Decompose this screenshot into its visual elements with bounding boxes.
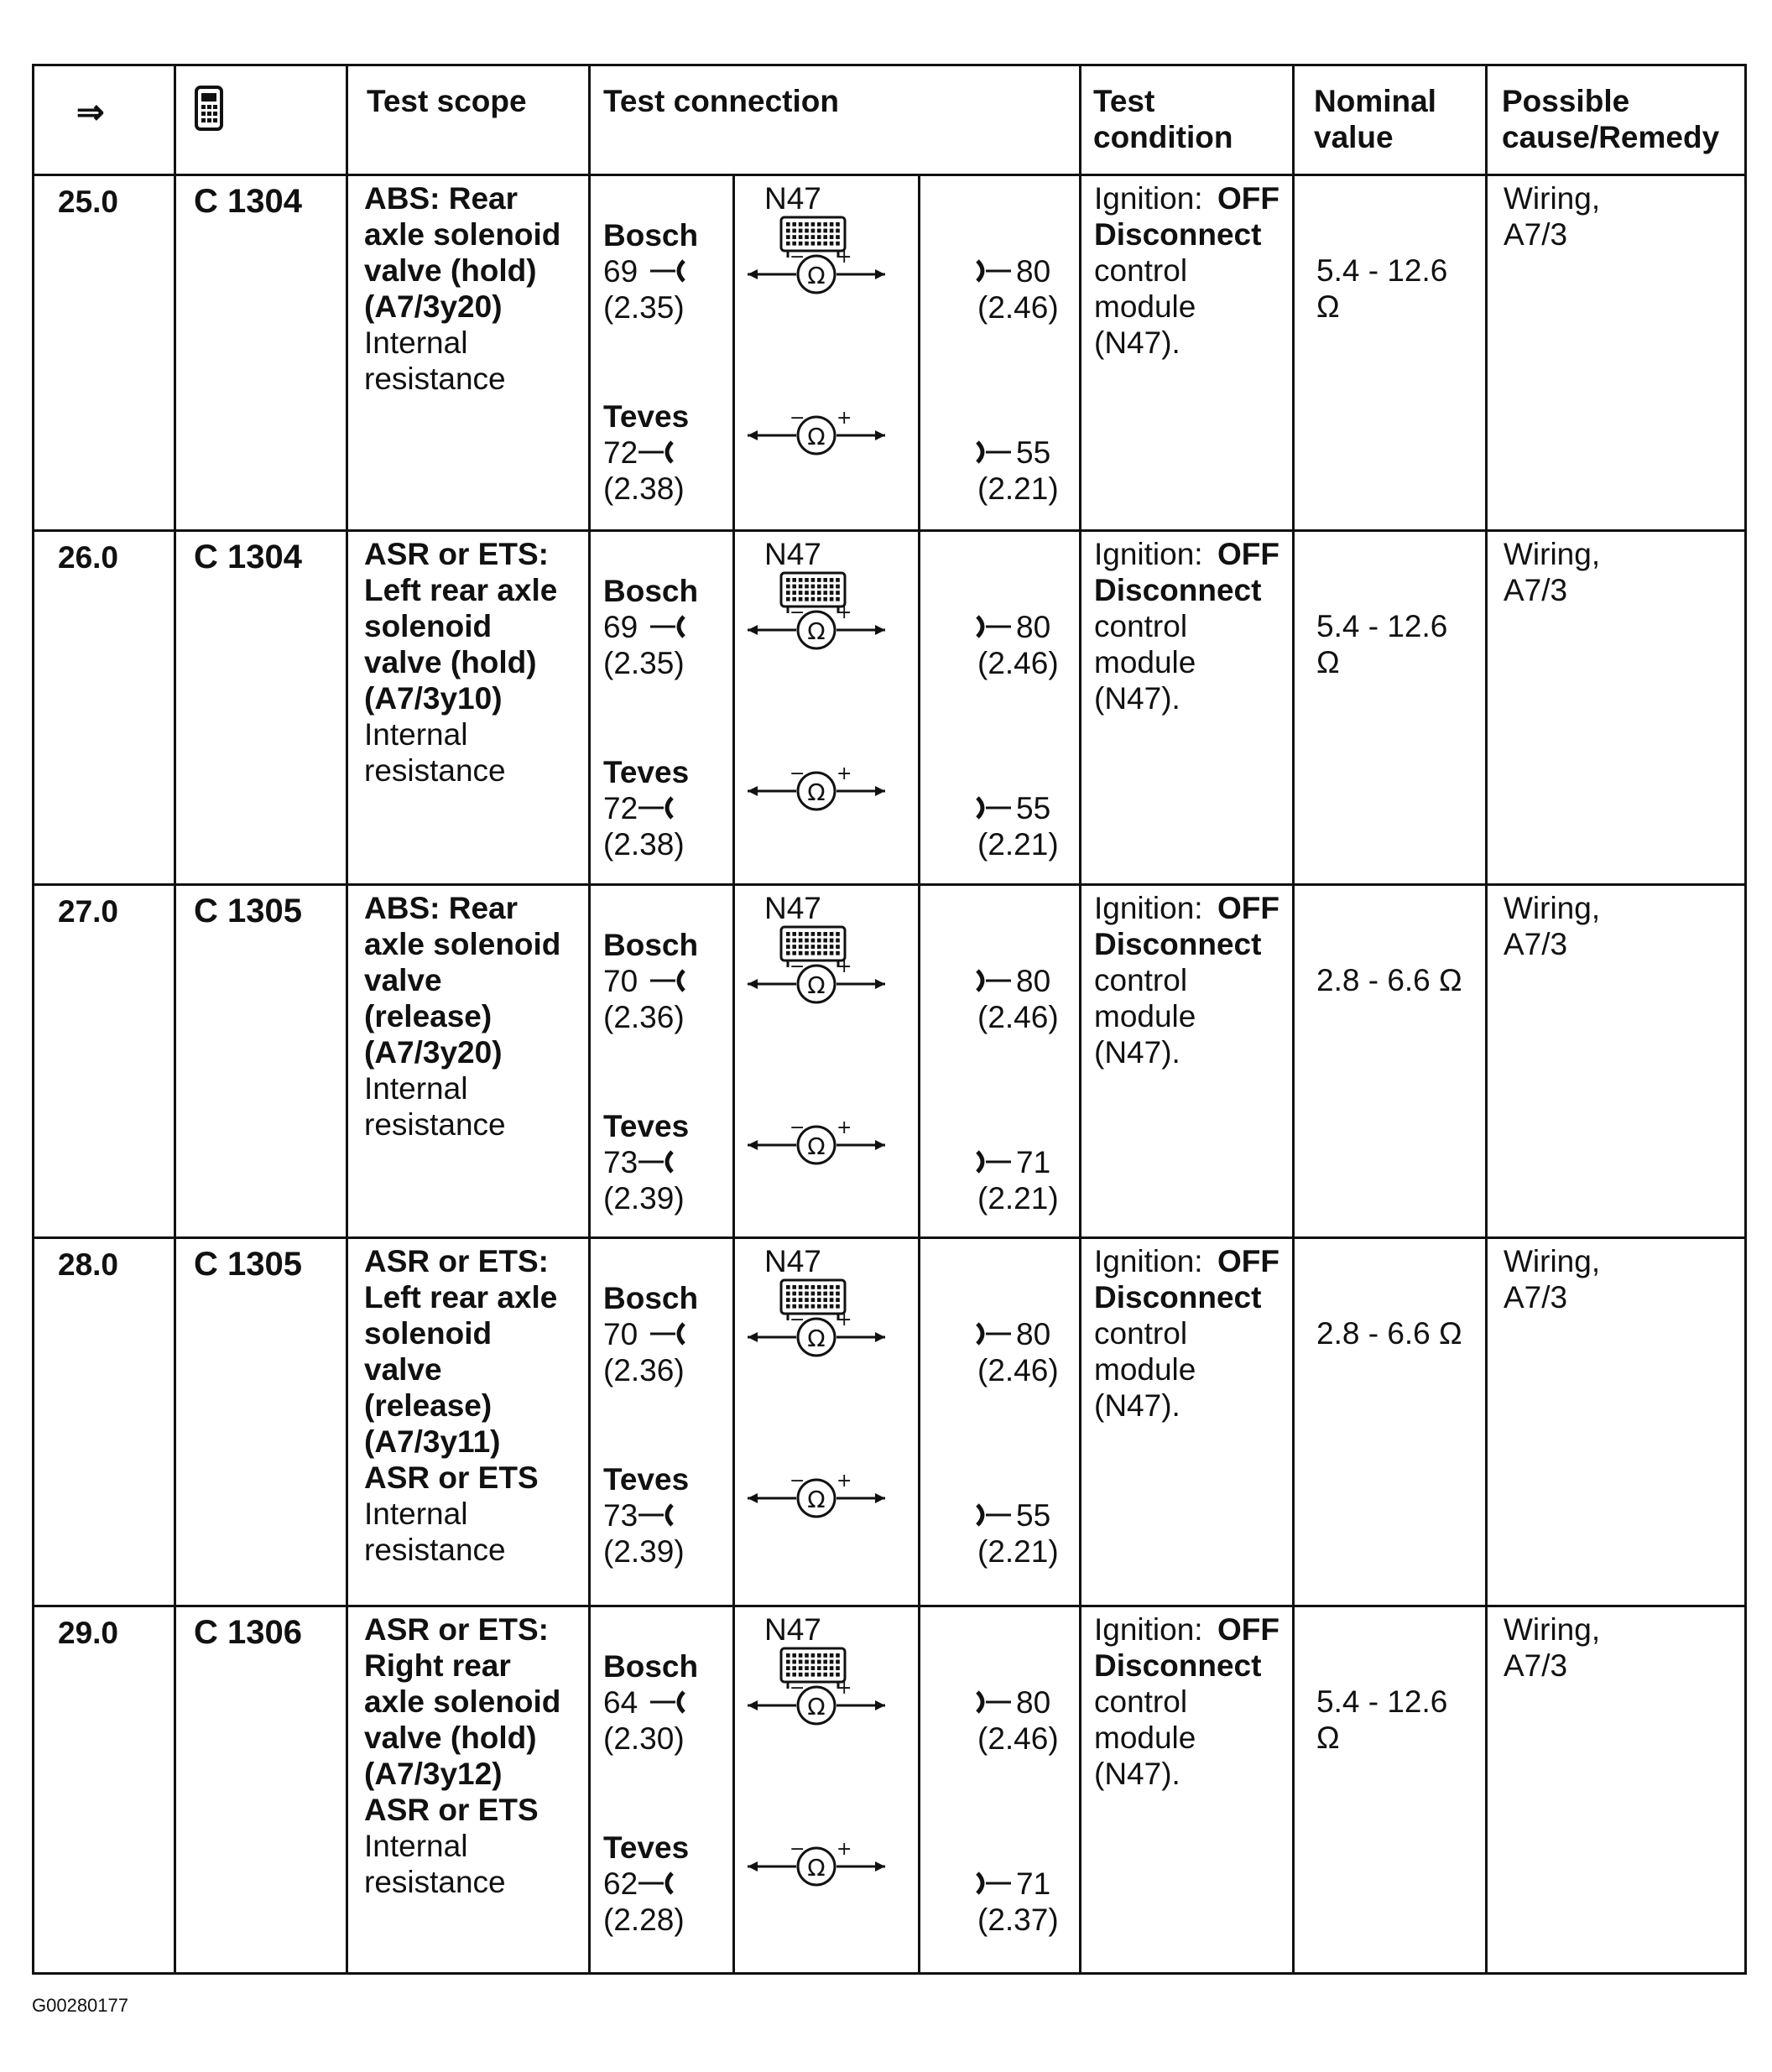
teves-pin-right: 71 [1016,1145,1051,1179]
teves-ref-right: (2.21) [977,471,1059,506]
bosch-pin-left: 69 [603,610,638,644]
bosch-pin-left: 69 [603,254,638,289]
scope-line: solenoid [364,609,493,643]
module-label: N47 [764,181,821,216]
step-number: 25.0 [58,185,119,219]
nominal-value: 2.8 - 6.6 Ω [1316,1316,1462,1351]
bosch-label: Bosch [603,1281,699,1315]
plug-left-icon [638,1148,675,1175]
col-divider [1292,66,1295,1972]
scope-line: (release) [364,1388,493,1423]
col-divider [1079,66,1081,1972]
plug-right-icon [974,613,1014,640]
plug-left-icon [638,794,675,821]
scope-line: axle solenoid [364,1684,561,1719]
condition-line: (N47). [1094,1035,1180,1070]
scope-line: Internal [364,717,468,752]
plug-right-icon [974,967,1014,994]
row-divider [34,174,1744,176]
bosch-ref-left: (2.35) [603,646,685,680]
row-divider [34,883,1744,886]
bosch-ref-right: (2.46) [977,1000,1059,1034]
plug-right-icon [974,1870,1014,1897]
bosch-pin-right: 80 [1016,254,1051,289]
teves-ref-right: (2.21) [977,1181,1059,1216]
teves-ref-right: (2.21) [977,1534,1059,1569]
subcol-divider [918,174,920,1972]
bosch-pin-left: 70 [603,1317,638,1351]
condition-off: OFF [1217,1612,1279,1647]
scope-line: valve (hold) [364,1721,537,1755]
header-test-connection: Test connection [603,84,839,118]
svg-text:Ω: Ω [807,1325,826,1352]
condition-off: OFF [1217,537,1279,571]
row-divider [34,1236,1744,1239]
bosch-ref-left: (2.36) [603,1353,685,1387]
svg-text:−: − [790,1309,805,1330]
scope-line: Left rear axle [364,1280,558,1315]
scope-line: (A7/3y20) [364,1035,503,1070]
teves-label: Teves [603,1462,690,1497]
scope-line: valve [364,963,442,997]
teves-label: Teves [603,1830,690,1865]
diagnostic-tester-icon [194,85,226,135]
step-number: 28.0 [58,1247,119,1282]
condition-line: module [1094,645,1196,679]
condition-line: (N47). [1094,1388,1180,1423]
fault-code: C 1306 [194,1614,302,1651]
nominal-value: Ω [1316,1721,1340,1755]
condition-disconnect: Disconnect [1094,1648,1262,1683]
ohmmeter-icon [746,247,887,296]
scope-line: resistance [364,362,506,396]
bosch-pin-right: 80 [1016,1317,1051,1351]
teves-ref-left: (2.38) [603,827,685,862]
svg-text:+: + [836,956,852,977]
scope-line: valve (hold) [364,645,537,679]
condition-line: (N47). [1094,1757,1180,1791]
scope-line: (A7/3y12) [364,1757,503,1791]
scope-line: Internal [364,1071,468,1106]
condition-ignition: Ignition: [1094,891,1203,925]
fault-code: C 1304 [194,183,302,220]
bosch-ref-left: (2.30) [603,1721,685,1756]
condition-ignition: Ignition: [1094,1244,1203,1278]
condition-line: (N47). [1094,325,1180,360]
remedy-line: A7/3 [1504,217,1568,252]
fault-code: C 1305 [194,1246,302,1283]
remedy-line: Wiring, [1504,1244,1601,1278]
svg-text:−: − [790,247,805,268]
scope-line: resistance [364,1107,506,1142]
teves-pin-left: 62 [603,1866,638,1901]
remedy-line: Wiring, [1504,181,1601,216]
plug-right-icon [974,258,1014,284]
condition-disconnect: Disconnect [1094,573,1262,607]
nominal-value: 5.4 - 12.6 [1316,609,1448,643]
bosch-ref-right: (2.46) [977,646,1059,680]
scope-line: Right rear [364,1648,511,1683]
condition-off: OFF [1217,1244,1279,1278]
col-divider [346,66,348,1972]
condition-line: module [1094,999,1196,1033]
ohmmeter-icon [746,1678,887,1727]
bosch-pin-right: 80 [1016,610,1051,644]
condition-line: control [1094,609,1188,643]
scope-line: Internal [364,1497,468,1531]
scope-line: (A7/3y10) [364,681,503,716]
bosch-pin-right: 80 [1016,1685,1051,1720]
scope-line: resistance [364,1533,506,1567]
subcol-divider [732,174,735,1972]
svg-text:Ω: Ω [807,617,826,645]
header-nominal-2: value [1314,120,1394,154]
condition-line: control [1094,1316,1188,1351]
bosch-ref-right: (2.46) [977,1721,1059,1756]
svg-text:−: − [790,1678,805,1699]
ohmmeter-icon [746,1839,887,1888]
condition-line: control [1094,963,1188,997]
svg-text:−: − [790,763,805,784]
svg-text:Ω: Ω [807,971,826,999]
teves-ref-right: (2.21) [977,827,1059,862]
header-test-condition-2: condition [1093,120,1233,154]
ohmmeter-icon [746,763,887,813]
teves-pin-right: 55 [1016,1498,1051,1533]
svg-text:Ω: Ω [807,423,826,450]
remedy-line: A7/3 [1504,573,1568,607]
teves-pin-right: 55 [1016,791,1051,825]
step-number: 26.0 [58,540,119,575]
svg-text:−: − [790,1839,805,1860]
figure-code: G00280177 [32,1995,128,2016]
scope-line: (A7/3y20) [364,289,503,324]
nominal-value: Ω [1316,645,1340,679]
arrow-symbol: ⇒ [76,94,105,131]
remedy-line: Wiring, [1504,537,1601,571]
condition-disconnect: Disconnect [1094,217,1262,252]
svg-text:+: + [836,602,852,623]
bosch-ref-right: (2.46) [977,1353,1059,1387]
svg-text:Ω: Ω [807,1132,826,1160]
svg-text:Ω: Ω [807,262,826,289]
plug-right-icon [974,439,1014,466]
condition-ignition: Ignition: [1094,181,1203,216]
condition-line: control [1094,1684,1188,1719]
bosch-pin-right: 80 [1016,964,1051,998]
module-label: N47 [764,1612,821,1647]
nominal-value: 5.4 - 12.6 [1316,1684,1448,1719]
ohmmeter-icon [746,1309,887,1359]
svg-text:+: + [836,1117,852,1138]
ohmmeter-icon [746,1471,887,1520]
remedy-line: Wiring, [1504,1612,1601,1647]
scope-line: ASR or ETS [364,1460,539,1495]
plug-right-icon [974,1148,1014,1175]
remedy-line: A7/3 [1504,927,1568,961]
scope-line: valve [364,1352,442,1387]
scope-line: resistance [364,1865,506,1899]
condition-line: module [1094,1352,1196,1387]
step-number: 27.0 [58,894,119,929]
condition-disconnect: Disconnect [1094,1280,1262,1315]
remedy-line: Wiring, [1504,891,1601,925]
scope-line: ABS: Rear [364,181,518,216]
bosch-pin-left: 64 [603,1685,638,1720]
scope-line: (release) [364,999,493,1033]
condition-off: OFF [1217,891,1279,925]
bosch-label: Bosch [603,928,699,962]
svg-text:−: − [790,1471,805,1492]
teves-ref-right: (2.37) [977,1903,1059,1937]
teves-ref-left: (2.28) [603,1903,685,1937]
ohmmeter-icon [746,1117,887,1167]
svg-text:−: − [790,956,805,977]
scope-line: Internal [364,1829,468,1863]
bosch-pin-left: 70 [603,964,638,998]
teves-ref-left: (2.39) [603,1534,685,1569]
nominal-value: Ω [1316,289,1340,324]
teves-ref-left: (2.38) [603,471,685,506]
scope-line: solenoid [364,1316,493,1351]
bosch-label: Bosch [603,218,699,252]
fault-code: C 1304 [194,539,302,575]
col-divider [1485,66,1488,1972]
condition-ignition: Ignition: [1094,1612,1203,1647]
scope-line: Left rear axle [364,573,558,607]
svg-text:−: − [790,1117,805,1138]
plug-left-icon [650,967,687,994]
plug-left-icon [650,613,687,640]
teves-label: Teves [603,399,690,434]
svg-text:Ω: Ω [807,1693,826,1721]
condition-ignition: Ignition: [1094,537,1203,571]
fault-code: C 1305 [194,893,302,929]
bosch-ref-right: (2.46) [977,290,1059,325]
header-test-scope: Test scope [367,84,527,118]
svg-text:+: + [836,408,852,429]
svg-text:+: + [836,247,852,268]
col-divider [174,66,176,1972]
bosch-ref-left: (2.35) [603,290,685,325]
scope-line: Internal [364,325,468,360]
teves-ref-left: (2.39) [603,1181,685,1216]
condition-line: (N47). [1094,681,1180,716]
scope-line: ASR or ETS: [364,1244,549,1278]
condition-line: control [1094,253,1188,288]
ohmmeter-icon [746,956,887,1006]
nominal-value: 2.8 - 6.6 Ω [1316,963,1462,997]
plug-left-icon [650,1320,687,1347]
condition-disconnect: Disconnect [1094,927,1262,961]
col-divider [588,66,591,1972]
header-test-condition-1: Test [1093,84,1155,118]
teves-pin-right: 55 [1016,435,1051,470]
scope-line: axle solenoid [364,927,561,961]
teves-label: Teves [603,1109,690,1143]
plug-left-icon [650,1689,687,1715]
svg-text:+: + [836,1839,852,1860]
scope-line: (A7/3y11) [364,1424,501,1459]
plug-left-icon [650,258,687,284]
scope-line: valve (hold) [364,253,537,288]
plug-right-icon [974,794,1014,821]
plug-left-icon [638,439,675,466]
condition-off: OFF [1217,181,1279,216]
svg-text:+: + [836,1471,852,1492]
row-divider [34,529,1744,532]
remedy-line: A7/3 [1504,1280,1568,1315]
scope-line: ASR or ETS: [364,537,549,571]
teves-pin-right: 71 [1016,1866,1051,1901]
ohmmeter-icon [746,602,887,652]
module-label: N47 [764,891,821,925]
svg-text:Ω: Ω [807,1486,826,1513]
condition-line: module [1094,1721,1196,1755]
header-nominal-1: Nominal [1314,84,1436,118]
scope-line: resistance [364,753,506,788]
remedy-line: A7/3 [1504,1648,1568,1683]
svg-text:−: − [790,408,805,429]
scope-line: ABS: Rear [364,891,518,925]
bosch-label: Bosch [603,1649,699,1684]
svg-text:Ω: Ω [807,1854,826,1882]
module-label: N47 [764,1244,821,1278]
scope-line: axle solenoid [364,217,561,252]
scope-line: ASR or ETS [364,1793,539,1827]
nominal-value: 5.4 - 12.6 [1316,253,1448,288]
bosch-ref-left: (2.36) [603,1000,685,1034]
teves-pin-left: 72 [603,791,638,825]
step-number: 29.0 [58,1616,119,1650]
plug-left-icon [638,1502,675,1528]
row-divider [34,1605,1744,1607]
svg-text:Ω: Ω [807,778,826,806]
plug-right-icon [974,1689,1014,1715]
svg-text:−: − [790,602,805,623]
teves-pin-left: 73 [603,1498,638,1533]
teves-pin-left: 72 [603,435,638,470]
header-possible-cause-2: cause/Remedy [1502,120,1720,154]
plug-right-icon [974,1320,1014,1347]
teves-pin-left: 73 [603,1145,638,1179]
header-possible-cause-1: Possible [1502,84,1630,118]
svg-text:+: + [836,763,852,784]
svg-text:+: + [836,1309,852,1330]
test-table [32,64,1747,1975]
bosch-label: Bosch [603,574,699,608]
ohmmeter-icon [746,408,887,457]
module-label: N47 [764,537,821,571]
teves-label: Teves [603,755,690,789]
plug-left-icon [638,1870,675,1897]
svg-text:+: + [836,1678,852,1699]
plug-right-icon [974,1502,1014,1528]
condition-line: module [1094,289,1196,324]
scope-line: ASR or ETS: [364,1612,549,1647]
